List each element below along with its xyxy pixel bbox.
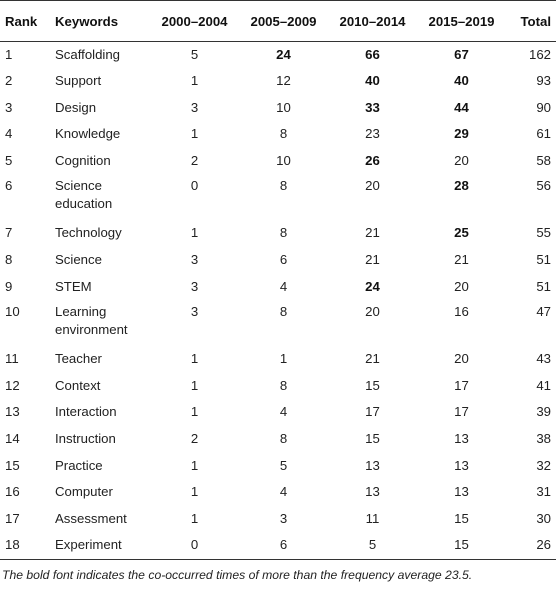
keyword-cell [55, 42, 150, 69]
period-count-cell: 8 [279, 178, 288, 194]
period-count-cell: 40 [454, 73, 469, 89]
table-row [0, 42, 556, 69]
table-row [0, 532, 556, 559]
period-count-cell: 3 [190, 99, 199, 115]
keyword-cell [55, 399, 150, 426]
period-count-cell: 1 [190, 457, 199, 473]
table-row [0, 274, 556, 301]
total-cell: 51 [536, 252, 551, 268]
period-count-cell: 8 [279, 126, 288, 142]
table-row [0, 220, 556, 247]
table-row [0, 479, 556, 506]
table-row [0, 346, 556, 373]
period-count-cell: 3 [190, 278, 199, 294]
period-count-cell: 21 [454, 252, 469, 268]
table-row [0, 68, 556, 95]
total-cell: 56 [536, 178, 551, 194]
period-count-cell: 20 [365, 304, 380, 320]
keyword-line: Technology [55, 225, 122, 241]
total-cell: 32 [536, 457, 551, 473]
table-footnote: The bold font indicates the co-occurred times of more than the frequency average 23.5. [2, 567, 473, 582]
period-count-cell: 2 [190, 431, 199, 447]
period-count-cell: 11 [365, 510, 380, 526]
period-count-cell: 67 [454, 47, 469, 62]
period-count-cell: 24 [276, 47, 291, 62]
period-count-cell: 23 [365, 126, 380, 142]
period-count-cell: 1 [190, 404, 199, 420]
keyword-line: Practice [55, 457, 103, 473]
keyword-line: Scaffolding [55, 47, 121, 62]
period-count-cell: 25 [454, 225, 469, 241]
period-count-cell: 10 [276, 99, 291, 115]
period-count-cell: 20 [365, 178, 380, 194]
keyword-line: Design [55, 99, 97, 115]
period-count-cell: 10 [276, 152, 291, 168]
period-count-cell: 20 [454, 278, 469, 294]
keyword-cell [55, 300, 150, 346]
keyword-cell [55, 174, 150, 220]
period-count-cell: 26 [365, 152, 380, 168]
rank-cell: 6 [5, 178, 13, 194]
table-row [0, 426, 556, 453]
period-count-cell: 8 [279, 304, 288, 320]
header-period-2015-2019: 2015–2019 [417, 1, 506, 42]
total-cell: 55 [536, 225, 551, 241]
total-cell: 41 [536, 377, 551, 393]
period-count-cell: 3 [190, 304, 199, 320]
total-cell: 31 [536, 484, 551, 500]
rank-cell: 15 [5, 457, 20, 473]
period-count-cell: 20 [454, 152, 469, 168]
keyword-cell [55, 532, 150, 559]
period-count-cell: 5 [328, 532, 417, 559]
period-count-cell: 6 [279, 252, 288, 268]
keyword-line: Teacher [55, 351, 102, 367]
period-count-cell: 33 [365, 99, 380, 115]
period-count-cell: 13 [365, 484, 380, 500]
keyword-line: Cognition [55, 152, 111, 168]
period-count-cell: 3 [190, 252, 199, 268]
rank-cell: 18 [0, 532, 55, 559]
period-count-cell: 1 [190, 126, 199, 142]
period-count-cell: 4 [279, 404, 288, 420]
total-cell: 30 [536, 510, 551, 526]
total-cell: 58 [536, 152, 551, 168]
period-count-cell: 4 [279, 484, 288, 500]
period-count-cell: 1 [190, 225, 199, 241]
total-cell: 38 [536, 431, 551, 447]
period-count-cell: 66 [365, 47, 380, 62]
period-count-cell: 12 [276, 73, 291, 89]
rank-cell: 5 [5, 152, 13, 168]
period-count-cell: 15 [417, 532, 506, 559]
table-row [0, 174, 556, 220]
period-count-cell: 13 [454, 431, 469, 447]
period-count-cell: 21 [365, 252, 380, 268]
keyword-cell [55, 148, 150, 175]
keyword-line: environment [55, 322, 128, 338]
rank-cell: 3 [5, 99, 13, 115]
header-total: Total [506, 1, 556, 42]
rank-cell: 9 [5, 278, 13, 294]
period-count-cell: 17 [365, 404, 380, 420]
keyword-line: Knowledge [55, 126, 121, 142]
keyword-cell [55, 506, 150, 533]
period-count-cell: 2 [190, 152, 199, 168]
header-row [0, 1, 556, 42]
period-count-cell: 17 [454, 404, 469, 420]
total-cell: 51 [536, 278, 551, 294]
period-count-cell: 13 [454, 484, 469, 500]
rank-cell: 11 [5, 351, 19, 367]
period-count-cell: 15 [365, 377, 380, 393]
period-count-cell: 21 [365, 351, 380, 367]
period-count-cell: 20 [454, 351, 469, 367]
period-count-cell: 1 [190, 510, 199, 526]
table-header [0, 1, 556, 42]
keyword-cell [55, 95, 150, 122]
rank-cell: 12 [5, 377, 20, 393]
rank-cell: 17 [5, 510, 20, 526]
period-count-cell: 29 [454, 126, 469, 142]
period-count-cell: 28 [454, 178, 469, 194]
keyword-cell [55, 479, 150, 506]
rank-cell: 8 [5, 252, 13, 268]
total-cell: 61 [536, 126, 551, 142]
rank-cell: 1 [5, 47, 13, 62]
table-row [0, 95, 556, 122]
period-count-cell: 40 [365, 73, 380, 89]
period-count-cell: 8 [279, 225, 288, 241]
keyword-cell [55, 373, 150, 400]
keyword-line: education [55, 196, 113, 212]
period-count-cell: 15 [365, 431, 380, 447]
keyword-cell [55, 453, 150, 480]
period-count-cell: 6 [239, 532, 328, 559]
period-count-cell: 4 [279, 278, 288, 294]
rank-cell: 10 [5, 304, 20, 320]
period-count-cell: 1 [190, 73, 199, 89]
period-count-cell: 1 [190, 351, 199, 367]
total-cell: 39 [536, 404, 551, 420]
period-count-cell: 1 [190, 377, 199, 393]
table-row [0, 453, 556, 480]
table-row [0, 148, 556, 175]
keyword-line: Computer [55, 484, 113, 500]
period-count-cell: 3 [279, 510, 288, 526]
total-cell: 26 [506, 532, 556, 559]
period-count-cell: 5 [190, 47, 199, 62]
keyword-cell [55, 121, 150, 148]
keyword-line: Interaction [55, 404, 117, 420]
total-cell: 90 [536, 99, 551, 115]
rank-cell: 7 [5, 225, 13, 241]
total-cell: 162 [528, 47, 551, 62]
keyword-line: Science [55, 252, 102, 268]
period-count-cell: 8 [279, 431, 288, 447]
keyword-line: STEM [55, 278, 92, 294]
period-count-cell: 21 [365, 225, 380, 241]
total-cell: 43 [536, 351, 551, 367]
period-count-cell: 15 [454, 510, 469, 526]
period-count-cell: 17 [454, 377, 469, 393]
table-row [0, 300, 556, 346]
keyword-line: Learning [55, 304, 107, 320]
period-count-cell: 5 [279, 457, 288, 473]
rank-cell: 2 [5, 73, 13, 89]
keyword-line: Science [55, 178, 102, 194]
period-count-cell: 1 [279, 351, 288, 367]
table-body [0, 42, 556, 560]
table-row [0, 373, 556, 400]
rank-cell: 13 [5, 404, 20, 420]
keyword-cell [55, 220, 150, 247]
period-count-cell: 44 [454, 99, 469, 115]
period-count-cell: 0 [150, 532, 239, 559]
keyword-cell [55, 346, 150, 373]
total-cell: 47 [536, 304, 551, 320]
rank-cell: 14 [5, 431, 20, 447]
period-count-cell: 1 [190, 484, 199, 500]
table-row [0, 247, 556, 274]
header-keywords: Keywords [55, 1, 150, 42]
keyword-cell [55, 247, 150, 274]
period-count-cell: 8 [279, 377, 288, 393]
rank-cell: 4 [5, 126, 13, 142]
keyword-line: Context [55, 377, 101, 393]
keyword-cell [55, 274, 150, 301]
table-row [0, 121, 556, 148]
header-period-2010-2014: 2010–2014 [328, 1, 417, 42]
keyword-line: Instruction [55, 431, 116, 447]
keyword-line: Assessment [55, 510, 127, 526]
period-count-cell: 0 [190, 178, 199, 194]
keyword-cell [55, 68, 150, 95]
period-count-cell: 13 [365, 457, 380, 473]
header-period-2000-2004: 2000–2004 [150, 1, 239, 42]
keyword-line: Support [55, 73, 102, 89]
period-count-cell: 16 [454, 304, 469, 320]
table-row [0, 506, 556, 533]
keyword-line: Experiment [55, 537, 122, 553]
period-count-cell: 13 [454, 457, 469, 473]
header-period-2005-2009: 2005–2009 [239, 1, 328, 42]
keyword-cell [55, 426, 150, 453]
period-count-cell: 24 [365, 278, 380, 294]
table-row [0, 399, 556, 426]
total-cell: 93 [536, 73, 551, 89]
header-rank: Rank [0, 1, 55, 42]
rank-cell: 16 [5, 484, 20, 500]
